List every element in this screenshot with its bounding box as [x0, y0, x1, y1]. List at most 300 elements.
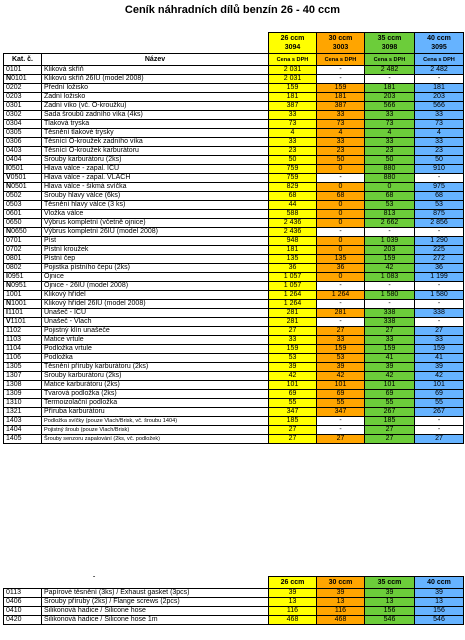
part-code — [4, 408, 42, 417]
price-table-body — [4, 66, 464, 444]
part-name: Termoizolační podložka — [42, 399, 269, 408]
part-number: 0650 — [6, 219, 22, 226]
part-name: Píst — [42, 237, 269, 246]
price-cell: - — [415, 228, 464, 237]
price-cell: 2 482 — [415, 66, 464, 75]
price-cell: 33 — [365, 138, 415, 147]
part-name: Podložka vrtule — [42, 345, 269, 354]
price-table — [3, 32, 464, 444]
part-code — [4, 102, 42, 111]
part-name: Ojnice — [42, 273, 269, 282]
price-cell: 42 — [365, 372, 415, 381]
part-code — [4, 192, 42, 201]
price-cell: 68 — [415, 192, 464, 201]
part-number: 0420 — [6, 616, 22, 623]
price-cell: 33 — [365, 111, 415, 120]
part-code — [4, 75, 42, 84]
part-number: 0101 — [11, 75, 27, 82]
part-number: 0406 — [6, 598, 22, 605]
table-row — [4, 616, 464, 625]
part-code — [4, 174, 42, 183]
table-row — [4, 381, 464, 390]
part-name: Ojnice - 26IU (model 2008) — [42, 282, 269, 291]
price-cell: - — [317, 282, 365, 291]
part-number: 1101 — [7, 309, 24, 316]
price-cell: 181 — [317, 93, 365, 102]
part-code — [4, 120, 42, 129]
table-row — [4, 598, 464, 607]
exhaust-model-30: 30 ccm — [317, 577, 365, 589]
price-cell: 2 031 — [269, 75, 317, 84]
price-cell: 27 — [317, 327, 365, 336]
price-cell: 39 — [269, 363, 317, 372]
price-cell: 1 199 — [415, 273, 464, 282]
part-number: 0306 — [6, 138, 22, 145]
part-number: 0202 — [6, 84, 22, 91]
table-row — [4, 607, 464, 616]
price-cell: 33 — [317, 111, 365, 120]
part-name: Kliková skříň — [42, 66, 269, 75]
part-number: 0301 — [6, 102, 22, 109]
price-cell: - — [317, 417, 365, 426]
price-cell: 880 — [365, 165, 415, 174]
part-number: 1102 — [6, 327, 22, 334]
part-name: Hlava válce - zapal. VLACH — [42, 174, 269, 183]
table-row — [4, 138, 464, 147]
price-cell: 33 — [269, 111, 317, 120]
price-cell: 55 — [415, 399, 464, 408]
table-row — [4, 345, 464, 354]
price-header: Cena s DPH — [269, 54, 317, 66]
part-code — [4, 246, 42, 255]
part-name: Unašeč - ICU — [42, 309, 269, 318]
table-row — [4, 120, 464, 129]
price-cell: 39 — [415, 589, 464, 598]
price-cell: 101 — [415, 381, 464, 390]
price-cell: 0 — [317, 210, 365, 219]
price-cell: 759 — [269, 174, 317, 183]
part-code — [4, 435, 42, 444]
price-cell: 875 — [415, 210, 464, 219]
part-name: Unašeč - Vlach — [42, 318, 269, 327]
price-cell: 181 — [269, 93, 317, 102]
price-cell: 1 039 — [365, 237, 415, 246]
price-cell: 347 — [269, 408, 317, 417]
table-row — [4, 363, 464, 372]
part-prefix: I — [6, 165, 8, 172]
price-cell: 135 — [317, 255, 365, 264]
part-name: Hlava válce - šikmá svíčka — [42, 183, 269, 192]
price-cell: 281 — [269, 309, 317, 318]
part-name: Tlaková tryska — [42, 120, 269, 129]
price-cell: - — [317, 426, 365, 435]
price-cell: 73 — [269, 120, 317, 129]
table-row — [4, 165, 464, 174]
part-number: 1104 — [6, 345, 22, 352]
price-cell: 338 — [415, 309, 464, 318]
table-row — [4, 147, 464, 156]
price-cell: 1 057 — [269, 282, 317, 291]
price-cell: 50 — [415, 156, 464, 165]
table-row — [4, 282, 464, 291]
price-cell: - — [317, 228, 365, 237]
price-cell: 23 — [415, 147, 464, 156]
price-cell: 4 — [365, 129, 415, 138]
price-cell: 1 083 — [365, 273, 415, 282]
part-number: 1403 — [6, 417, 22, 424]
part-number: 0650 — [11, 228, 27, 235]
price-cell: 39 — [365, 589, 415, 598]
price-cell: 1 057 — [269, 273, 317, 282]
price-header: Cena s DPH — [365, 54, 415, 66]
price-cell: 53 — [317, 354, 365, 363]
price-cell: 50 — [365, 156, 415, 165]
price-cell: 948 — [269, 237, 317, 246]
table-row — [4, 129, 464, 138]
price-cell: - — [415, 318, 464, 327]
price-cell: 2 436 — [269, 228, 317, 237]
part-number: 0113 — [6, 589, 22, 596]
part-name: Přední ložisko — [42, 84, 269, 93]
table-row — [4, 66, 464, 75]
part-code — [4, 589, 42, 598]
price-cell: - — [415, 174, 464, 183]
part-code — [4, 138, 42, 147]
part-number: 0802 — [6, 264, 22, 271]
price-cell: 185 — [365, 417, 415, 426]
price-cell: 13 — [415, 598, 464, 607]
price-cell: 44 — [269, 201, 317, 210]
price-cell: 185 — [269, 417, 317, 426]
part-name: Těsnění hlavy válce (3 ks) — [42, 201, 269, 210]
price-cell: 0 — [317, 237, 365, 246]
part-prefix: N — [6, 300, 12, 307]
price-cell: 53 — [269, 354, 317, 363]
price-cell: 27 — [365, 435, 415, 444]
exhaust-model-35: 35 ccm — [365, 577, 415, 589]
price-cell: 203 — [415, 93, 464, 102]
price-cell: - — [317, 318, 365, 327]
part-code — [4, 219, 42, 228]
part-name: Těsnění příruby karburátoru (2ks) — [42, 363, 269, 372]
price-cell: 181 — [415, 84, 464, 93]
part-number: 1310 — [6, 399, 22, 406]
part-code — [4, 165, 42, 174]
table-row — [4, 408, 464, 417]
price-cell: 33 — [317, 336, 365, 345]
table-row — [4, 399, 464, 408]
part-number: 0203 — [6, 93, 22, 100]
price-cell: 33 — [415, 111, 464, 120]
price-cell: 225 — [415, 246, 464, 255]
part-number: 1308 — [6, 381, 22, 388]
table-row — [4, 210, 464, 219]
price-cell: 546 — [415, 616, 464, 625]
part-number: 0501 — [11, 183, 27, 190]
price-cell: 135 — [269, 255, 317, 264]
price-cell: 55 — [365, 399, 415, 408]
part-code — [4, 354, 42, 363]
price-cell: 588 — [269, 210, 317, 219]
part-prefix: I — [6, 273, 8, 280]
price-cell: 159 — [415, 345, 464, 354]
part-code — [4, 336, 42, 345]
price-cell: 23 — [365, 147, 415, 156]
price-cell: - — [415, 426, 464, 435]
part-number: 1001 — [11, 300, 27, 307]
part-name: Zadní ložisko — [42, 93, 269, 102]
price-cell: 33 — [365, 336, 415, 345]
price-cell: 0 — [317, 246, 365, 255]
model-header-row — [4, 33, 464, 54]
price-cell: - — [317, 75, 365, 84]
table-row — [4, 102, 464, 111]
price-cell: 27 — [365, 327, 415, 336]
part-name: Těsnící O-kroužek zadního víka — [42, 138, 269, 147]
table-row — [4, 174, 464, 183]
part-code — [4, 318, 42, 327]
price-cell: 281 — [269, 318, 317, 327]
part-name: Hlava válce - zapal. ICU — [42, 165, 269, 174]
price-cell: - — [415, 300, 464, 309]
exhaust-model-40: 40 ccm — [415, 577, 464, 589]
part-number: 1404 — [6, 426, 22, 433]
price-cell: 101 — [269, 381, 317, 390]
table-row — [4, 372, 464, 381]
part-name: Pístní čep — [42, 255, 269, 264]
price-cell: 4 — [317, 129, 365, 138]
table-row — [4, 291, 464, 300]
part-code — [4, 390, 42, 399]
table-row — [4, 192, 464, 201]
part-code — [4, 273, 42, 282]
price-cell: 4 — [269, 129, 317, 138]
price-cell: 39 — [365, 363, 415, 372]
table-row — [4, 255, 464, 264]
price-header: Cena s DPH — [415, 54, 464, 66]
table-row — [4, 309, 464, 318]
price-cell: 387 — [317, 102, 365, 111]
part-number: 0701 — [6, 237, 22, 244]
price-cell: 1 264 — [269, 300, 317, 309]
price-cell: 1 290 — [415, 237, 464, 246]
price-cell: 33 — [317, 138, 365, 147]
part-number: 0404 — [6, 156, 22, 163]
model-30-header: 30 ccm 3003 — [317, 33, 365, 54]
kat-header: Kat. č. — [4, 54, 42, 66]
price-cell: 0 — [365, 183, 415, 192]
part-code — [4, 84, 42, 93]
part-number: 1106 — [6, 354, 22, 361]
table-row — [4, 111, 464, 120]
part-prefix: V — [6, 174, 11, 181]
part-code — [4, 309, 42, 318]
part-number: 0601 — [6, 210, 22, 217]
price-cell: 267 — [415, 408, 464, 417]
part-code — [4, 291, 42, 300]
price-cell: 27 — [415, 327, 464, 336]
price-cell: 1 264 — [269, 291, 317, 300]
price-cell: 272 — [415, 255, 464, 264]
part-number: 0304 — [6, 120, 22, 127]
part-number: 0302 — [6, 111, 22, 118]
price-cell: 27 — [365, 426, 415, 435]
price-cell: 813 — [365, 210, 415, 219]
part-name: Šrouby senzoru zapalování (2ks, vč. podložek) — [42, 435, 269, 444]
price-cell: 2 662 — [365, 219, 415, 228]
part-number: 1309 — [6, 390, 22, 397]
part-name: Výbrus kompletní (včetně ojnice) — [42, 219, 269, 228]
part-prefix: N — [6, 75, 12, 82]
part-code — [4, 201, 42, 210]
part-code — [4, 381, 42, 390]
price-cell: 53 — [365, 201, 415, 210]
price-cell: 36 — [415, 264, 464, 273]
price-cell: 53 — [415, 201, 464, 210]
part-name: Matice karburátoru (2ks) — [42, 381, 269, 390]
part-name: Silikonová hadice / Silicone hose — [42, 607, 269, 616]
part-prefix: N — [6, 282, 12, 289]
model-40-header: 40 ccm 3095 — [415, 33, 464, 54]
price-cell: 387 — [269, 102, 317, 111]
part-name: Papírové těsnění (3ks) / Exhaust gasket (3pcs) — [42, 589, 269, 598]
price-cell: 33 — [269, 138, 317, 147]
part-name: Vložka válce — [42, 210, 269, 219]
part-name: Pojistný klín unašeče — [42, 327, 269, 336]
part-code — [4, 210, 42, 219]
price-cell: 33 — [269, 336, 317, 345]
part-number: 0502 — [6, 192, 22, 199]
page-title: Ceník náhradních dílů benzín 26 - 40 ccm — [124, 4, 341, 16]
part-number: 1101 — [10, 318, 26, 325]
price-cell: 1 580 — [415, 291, 464, 300]
price-cell: 41 — [415, 354, 464, 363]
part-number: 1103 — [6, 336, 22, 343]
table-row — [4, 435, 464, 444]
price-cell: 0 — [317, 219, 365, 228]
price-cell: 159 — [365, 255, 415, 264]
part-prefix: N — [6, 183, 12, 190]
price-cell: - — [415, 282, 464, 291]
price-cell: 975 — [415, 183, 464, 192]
price-cell: 159 — [269, 345, 317, 354]
price-cell: 347 — [317, 408, 365, 417]
price-cell: 2 856 — [415, 219, 464, 228]
price-cell: 23 — [317, 147, 365, 156]
part-number: 0702 — [6, 246, 22, 253]
part-code — [4, 300, 42, 309]
price-cell: 181 — [365, 84, 415, 93]
price-cell: 50 — [317, 156, 365, 165]
price-cell: - — [317, 174, 365, 183]
price-cell: 267 — [365, 408, 415, 417]
price-cell: 42 — [365, 264, 415, 273]
price-cell: 69 — [317, 390, 365, 399]
part-prefix: N — [6, 228, 12, 235]
price-cell: - — [415, 417, 464, 426]
price-cell: 27 — [269, 327, 317, 336]
price-cell: 156 — [365, 607, 415, 616]
price-cell: 27 — [269, 426, 317, 435]
part-name: Podložka svíčky (pouze Vlach/Brisk, vč. šroubu 1404) — [42, 417, 269, 426]
table-row — [4, 417, 464, 426]
part-code — [4, 237, 42, 246]
part-number: 0951 — [7, 273, 24, 280]
part-number: 0503 — [6, 201, 22, 208]
price-cell: - — [365, 300, 415, 309]
table-row — [4, 426, 464, 435]
price-cell: 13 — [317, 598, 365, 607]
price-cell: 33 — [415, 336, 464, 345]
part-name: Pojistný šroub (pouze Vlach/Brisk) — [42, 426, 269, 435]
price-cell: 69 — [365, 390, 415, 399]
name-header: Název — [42, 54, 269, 66]
part-name: Klikový hřídel 26IU (model 2008) — [42, 300, 269, 309]
price-cell: 116 — [269, 607, 317, 616]
price-cell: 50 — [269, 156, 317, 165]
price-cell: 468 — [317, 616, 365, 625]
price-cell: 27 — [415, 435, 464, 444]
part-number: 0305 — [6, 129, 22, 136]
price-cell: 68 — [317, 192, 365, 201]
table-row — [4, 246, 464, 255]
exhaust-table — [3, 576, 464, 625]
price-cell: 73 — [415, 120, 464, 129]
price-cell: - — [365, 228, 415, 237]
part-name: Šrouby hlavy válce (6ks) — [42, 192, 269, 201]
price-cell: 39 — [269, 589, 317, 598]
price-cell: 281 — [317, 309, 365, 318]
price-cell: - — [415, 75, 464, 84]
price-cell: 880 — [365, 174, 415, 183]
price-cell: 68 — [269, 192, 317, 201]
part-number: 0801 — [6, 255, 22, 262]
part-code — [4, 327, 42, 336]
price-cell: 42 — [317, 372, 365, 381]
price-cell: 39 — [415, 363, 464, 372]
part-code — [4, 426, 42, 435]
price-cell: 4 — [415, 129, 464, 138]
part-name: Těsnící O-kroužek karburátoru — [42, 147, 269, 156]
table-row — [4, 390, 464, 399]
price-cell: - — [317, 66, 365, 75]
part-code — [4, 282, 42, 291]
part-name: Podložka — [42, 354, 269, 363]
part-name: Matice vrtule — [42, 336, 269, 345]
price-cell: 69 — [269, 390, 317, 399]
price-cell: 0 — [317, 201, 365, 210]
part-name: Pojistka pístního čepu (2ks) — [42, 264, 269, 273]
table-row — [4, 264, 464, 273]
model-26-header: 26 ccm 3094 — [269, 33, 317, 54]
price-cell: - — [365, 282, 415, 291]
part-code — [4, 372, 42, 381]
price-cell: 39 — [317, 363, 365, 372]
price-cell: 41 — [365, 354, 415, 363]
price-cell: 181 — [269, 246, 317, 255]
part-number: 1405 — [6, 435, 22, 442]
price-cell: 0 — [317, 183, 365, 192]
exhaust-model-26: 26 ccm — [269, 577, 317, 589]
part-code — [4, 111, 42, 120]
part-name: Sada šroubů zadního víka (4ks) — [42, 111, 269, 120]
price-cell: 468 — [269, 616, 317, 625]
price-cell: 55 — [269, 399, 317, 408]
part-code — [4, 156, 42, 165]
price-cell: 36 — [317, 264, 365, 273]
price-cell: 159 — [317, 84, 365, 93]
price-cell: 42 — [269, 372, 317, 381]
